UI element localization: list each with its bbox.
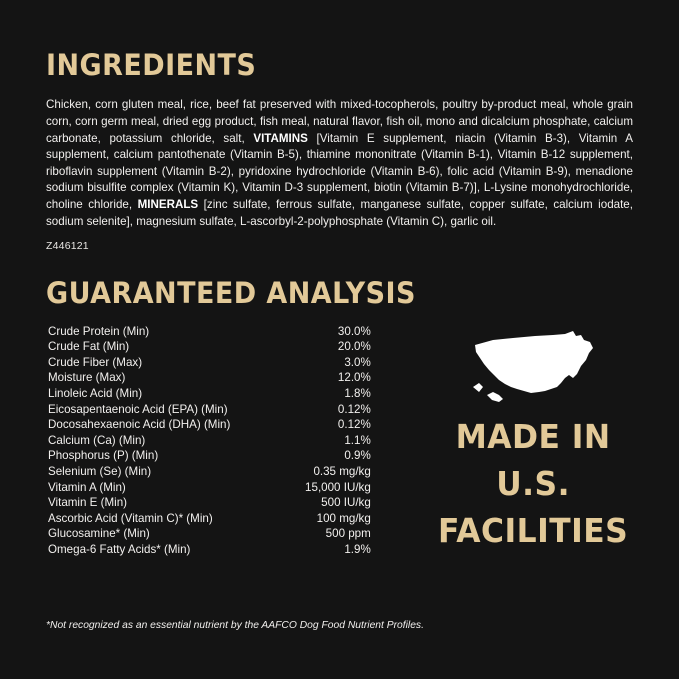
analysis-row-label: Vitamin A (Min) xyxy=(48,480,126,494)
analysis-row-label: Selenium (Se) (Min) xyxy=(48,464,152,478)
analysis-row-label: Docosahexaenoic Acid (DHA) (Min) xyxy=(48,418,231,432)
analysis-row xyxy=(46,496,375,512)
lot-code: Z446121 xyxy=(46,240,89,253)
analysis-row-label: Eicosapentaenoic Acid (EPA) (Min) xyxy=(48,402,228,416)
analysis-row-value: 20.0% xyxy=(337,340,371,354)
analysis-row-value: 1.8% xyxy=(344,387,371,400)
analysis-row xyxy=(46,371,375,387)
analysis-row-value: 500 IU/kg xyxy=(321,496,371,510)
analysis-row-value: 0.35 mg/kg xyxy=(313,464,371,478)
analysis-row-label: Moisture (Max) xyxy=(48,371,126,385)
badge-line-3: FACILITIES xyxy=(437,510,628,550)
analysis-row-label: Linoleic Acid (Min) xyxy=(48,387,143,400)
analysis-row xyxy=(46,356,375,372)
analysis-row-label: Vitamin E (Min) xyxy=(48,496,128,510)
ingredients-text: Chicken, corn gluten meal, rice, beef fat preserved with mixed-tocopherols, poultry by-product meal, whole grain corn, corn germ meal, dried egg product, fish meal, natural flavor, fish oil, mono and dicalcium phosphate, calcium carbonate, potassium chloride, salt, VITAMINS [Vitamin E supplement, niacin (Vitamin B-3), Vitamin A supplement, calcium pantothenate (Vitamin B-5), thiamine mononitrate (Vitamin B-1), Vitamin B-12 supplement, riboflavin supplement (Vitamin B-2), pyridoxine hydrochloride (Vitamin B-6), folic acid (Vitamin B-9), menadione sodium bisulfite complex (Vitamin K), Vitamin D-3 supplement, biotin (Vitamin B-7)], L-Lysine monohydrochloride, choline chloride, MINERALS [zinc sulfate, ferrous sulfate, manganese sulfate, copper sulfate, calcium iodate, sodium selenite], magnesium sulfate, L-ascorbyl-2-polyphosphate (Vitamin C), garlic oil. xyxy=(46,98,633,228)
analysis-row-value: 0.12% xyxy=(337,418,371,432)
analysis-row-label: Calcium (Ca) (Min) xyxy=(48,433,146,447)
analysis-row-label: Phosphorus (P) (Min) xyxy=(48,449,159,463)
guaranteed-analysis-table xyxy=(46,325,375,559)
analysis-row-value: 0.9% xyxy=(344,449,371,463)
badge-line-1: MADE IN xyxy=(455,416,611,456)
analysis-row-value: 15,000 IU/kg xyxy=(305,480,371,494)
analysis-row xyxy=(46,418,375,434)
analysis-row xyxy=(46,449,375,465)
analysis-row xyxy=(46,512,375,528)
analysis-row-label: Crude Fiber (Max) xyxy=(48,355,143,369)
analysis-row xyxy=(46,481,375,497)
ingredients-heading: INGREDIENTS xyxy=(46,48,257,82)
analysis-row xyxy=(46,434,375,450)
analysis-row xyxy=(46,543,375,559)
analysis-row xyxy=(46,340,375,356)
analysis-row-value: 500 ppm xyxy=(325,527,371,541)
analysis-row-label: Crude Fat (Min) xyxy=(48,340,130,354)
analysis-row-label: Crude Protein (Min) xyxy=(48,324,150,338)
usa-map-icon xyxy=(469,329,597,407)
made-in-usa-badge xyxy=(433,325,633,548)
badge-line-2: U.S. xyxy=(496,463,570,503)
analysis-row-label: Glucosamine* (Min) xyxy=(48,527,150,541)
analysis-table-body xyxy=(46,325,375,559)
analysis-row xyxy=(46,387,375,403)
analysis-row-value: 0.12% xyxy=(337,402,371,416)
analysis-row-value: 12.0% xyxy=(337,371,371,385)
analysis-row-value: 100 mg/kg xyxy=(316,511,371,525)
analysis-row-label: Ascorbic Acid (Vitamin C)* (Min) xyxy=(48,511,213,525)
analysis-section xyxy=(46,325,633,559)
analysis-row-value: 3.0% xyxy=(344,355,371,369)
analysis-row-label: Omega-6 Fatty Acids* (Min) xyxy=(48,542,191,556)
analysis-row-value: 1.1% xyxy=(344,433,371,447)
footnote: *Not recognized as an essential nutrient by the AAFCO Dog Food Nutrient Profiles. xyxy=(46,620,424,631)
analysis-row xyxy=(46,527,375,543)
analysis-row xyxy=(46,325,375,341)
analysis-row-value: 1.9% xyxy=(344,542,371,556)
analysis-row-value: 30.0% xyxy=(337,324,371,338)
analysis-row xyxy=(46,403,375,419)
analysis-row xyxy=(46,465,375,481)
guaranteed-analysis-heading: GUARANTEED ANALYSIS xyxy=(46,276,416,311)
